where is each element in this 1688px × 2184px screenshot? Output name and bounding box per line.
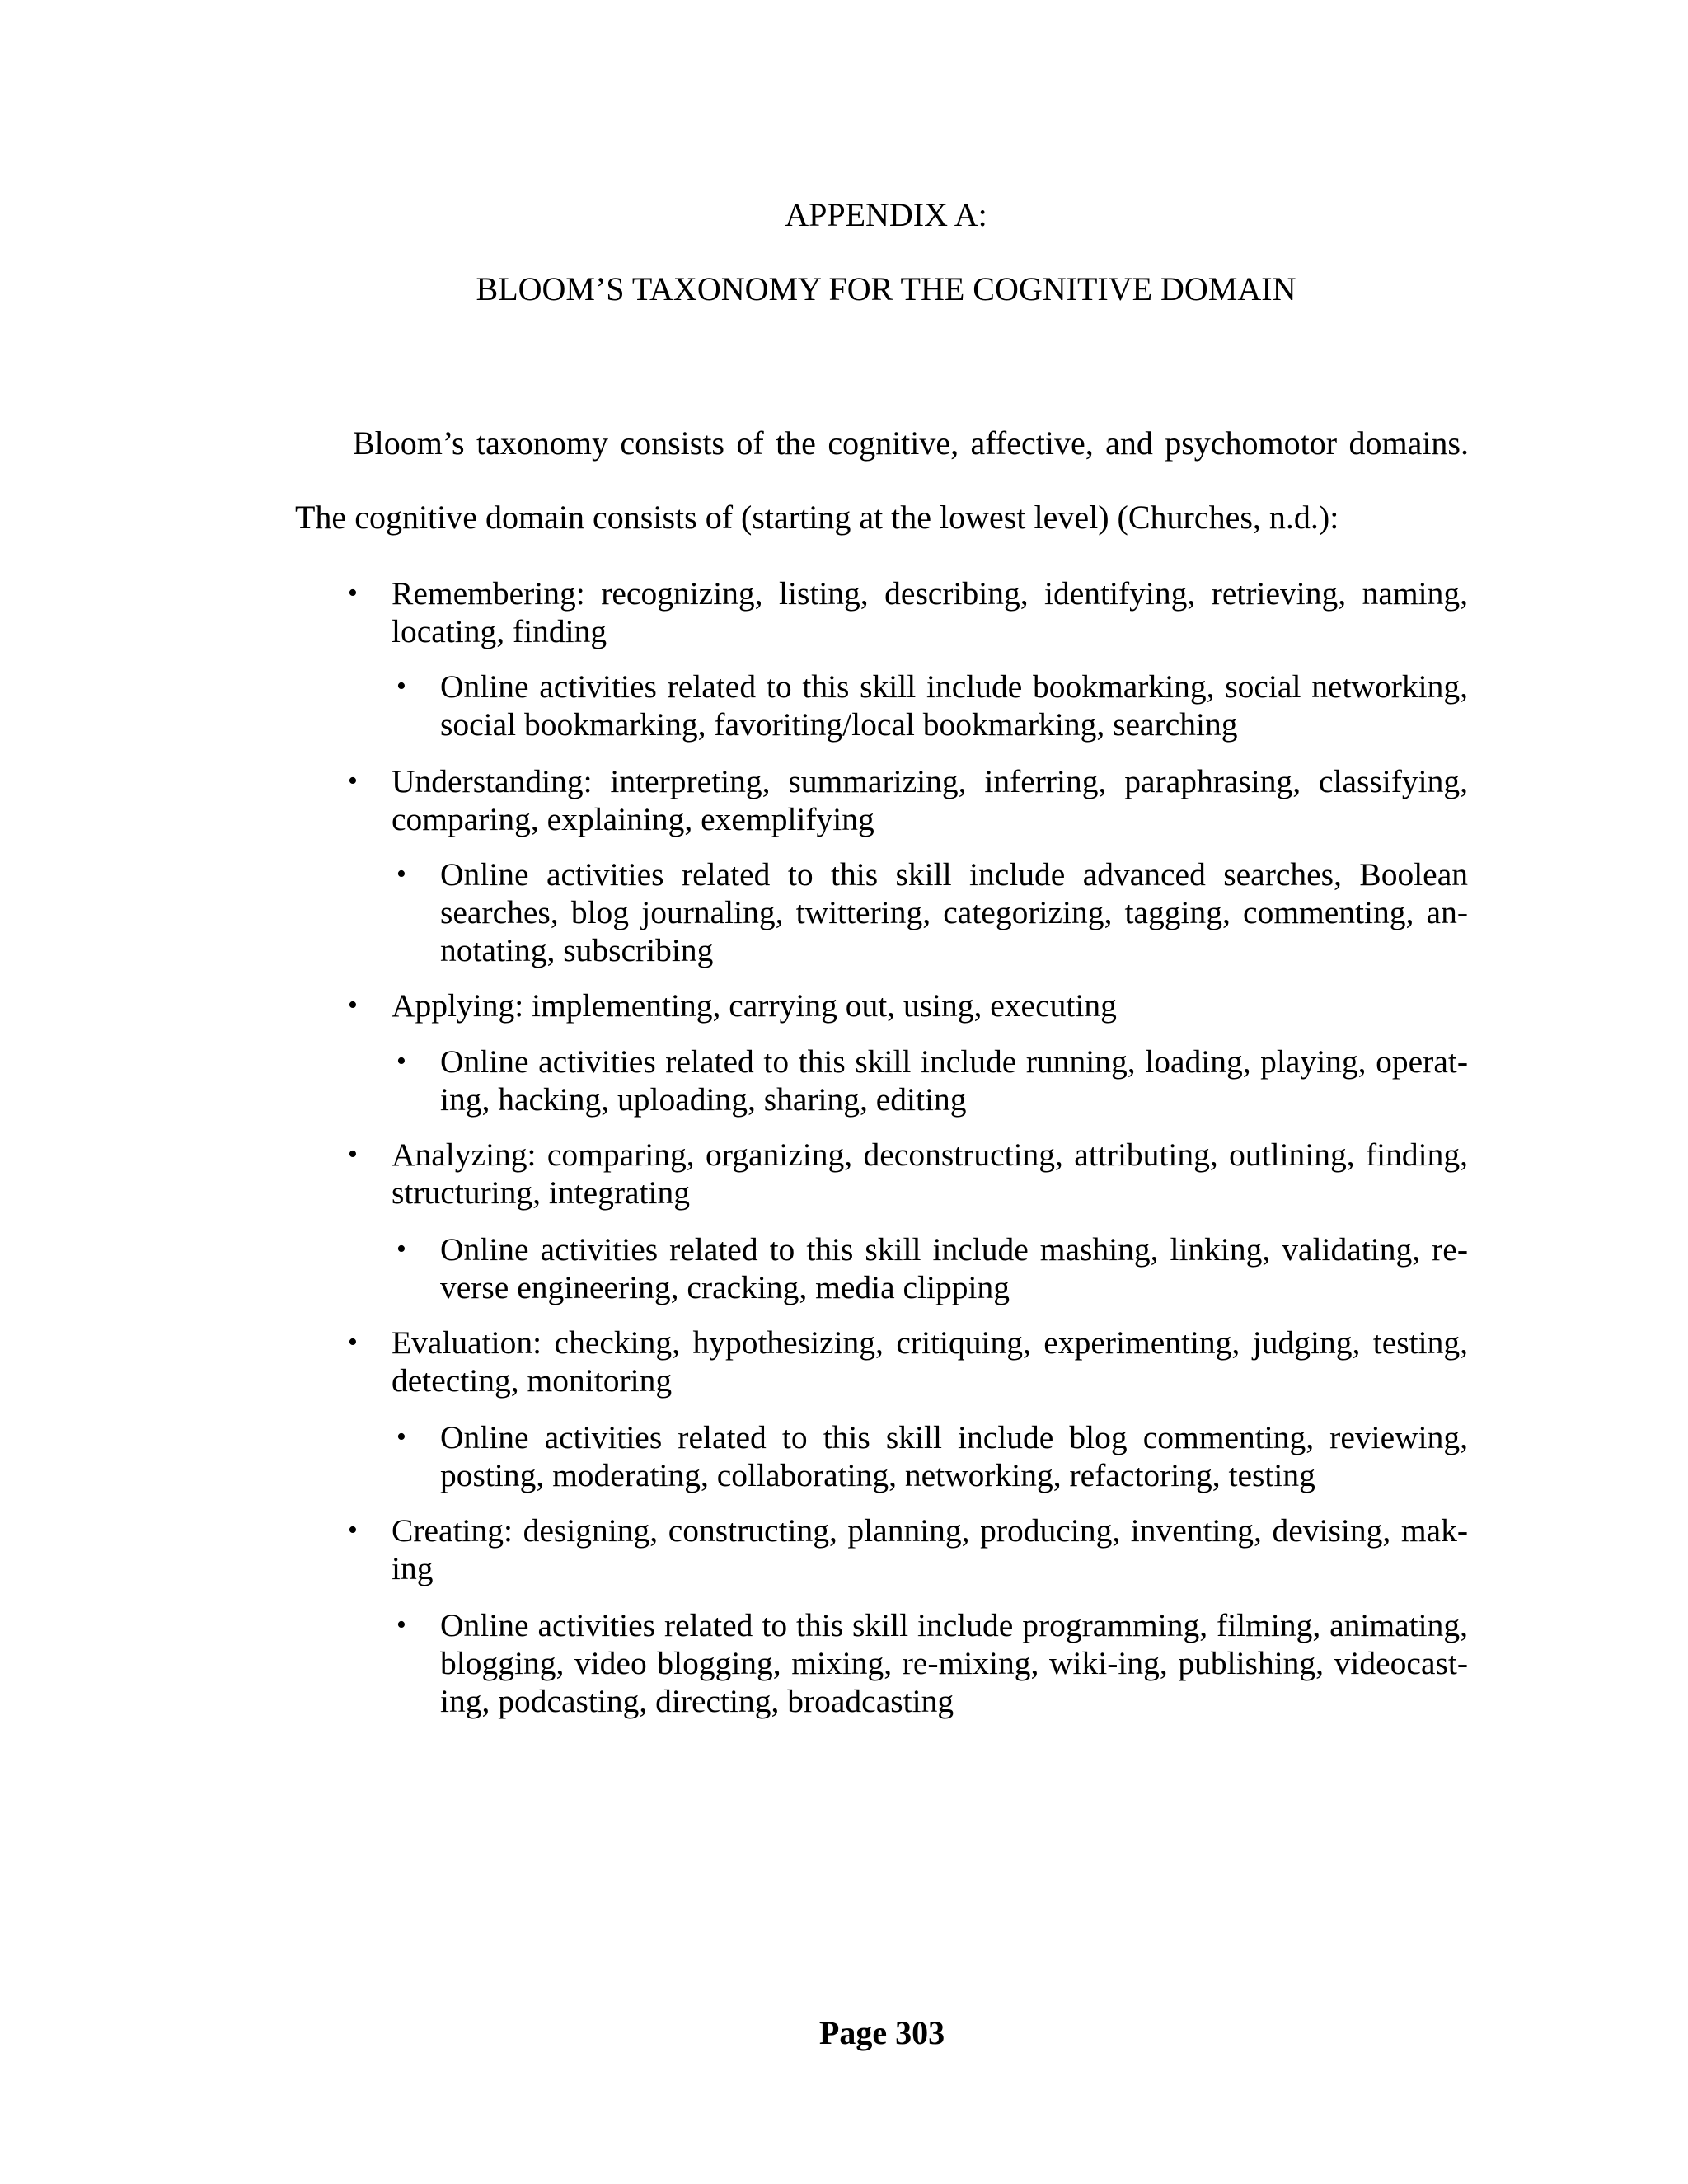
level-item-evaluation: Evaluation: checking, hypothesizing, critiquing, experimenting, judging, testing, detecting, monitoring [392,1324,1468,1399]
appendix-title: BLOOM’S TAXONOMY FOR THE COGNITIVE DOMAIN [476,270,1296,307]
activities-item-creating: Online activities related to this skill include programming, filming, animating, blogging, video blogging, mixing, re-mixing, wiki-ing, publishing, videocast-ing, podcasting, directing, broadcasting [440,1607,1468,1719]
activities-item-understanding: Online activities related to this skill include advanced searches, Boolean searches, blog journaling, twittering, categorizing, tagging, commenting, an-notating, subscribing [440,856,1468,968]
bullet-icon: • [348,766,358,796]
level-item-remembering: Remembering: recognizing, listing, describing, identifying, retrieving, naming, locating, finding [392,575,1468,649]
bullet-icon: • [348,990,358,1020]
bullet-icon: • [396,1234,406,1264]
bullet-icon: • [348,1327,358,1357]
bullet-icon: • [396,1610,406,1640]
page-number: Page 303 [818,2014,945,2051]
bullet-icon: • [348,1139,358,1169]
activities-item-evaluation: Online activities related to this skill include blog commenting, reviewing, posting, moderating, collaborating, networking, refactoring, testing [440,1419,1468,1493]
activities-item-applying: Online activities related to this skill include running, loading, playing, operat-ing, hacking, uploading, sharing, editing [440,1043,1468,1118]
bullet-icon: • [348,1515,358,1545]
appendix-heading: APPENDIX A: [785,196,987,233]
activities-item-analyzing: Online activities related to this skill include mashing, linking, validating, re-verse engineering, cracking, media clipping [440,1231,1468,1305]
bullet-icon: • [396,1046,406,1076]
bullet-icon: • [348,578,358,608]
level-item-analyzing: Analyzing: comparing, organizing, deconstructing, attributing, outlining, finding, structuring, integrating [392,1137,1468,1211]
level-item-understanding: Understanding: interpreting, summarizing, inferring, paraphrasing, classifying, comparing, explaining, exemplifying [392,763,1468,837]
bullet-icon: • [396,1422,406,1452]
activities-item-remembering: Online activities related to this skill include bookmarking, social networking, social bookmarking, favoriting/local bookmarking, searching [440,668,1468,743]
level-item-applying: Applying: implementing, carrying out, using, executing [392,987,1117,1024]
level-item-creating: Creating: designing, constructing, planning, producing, inventing, devising, mak-ing [392,1512,1468,1586]
bullet-icon: • [396,859,406,889]
intro-paragraph: Bloom’s taxonomy consists of the cognitive, affective, and psychomotor domains. The cognitive domain consists of (starting at the lowest level) (Churches, n.d.): [295,424,1469,536]
bullet-icon: • [396,671,406,701]
